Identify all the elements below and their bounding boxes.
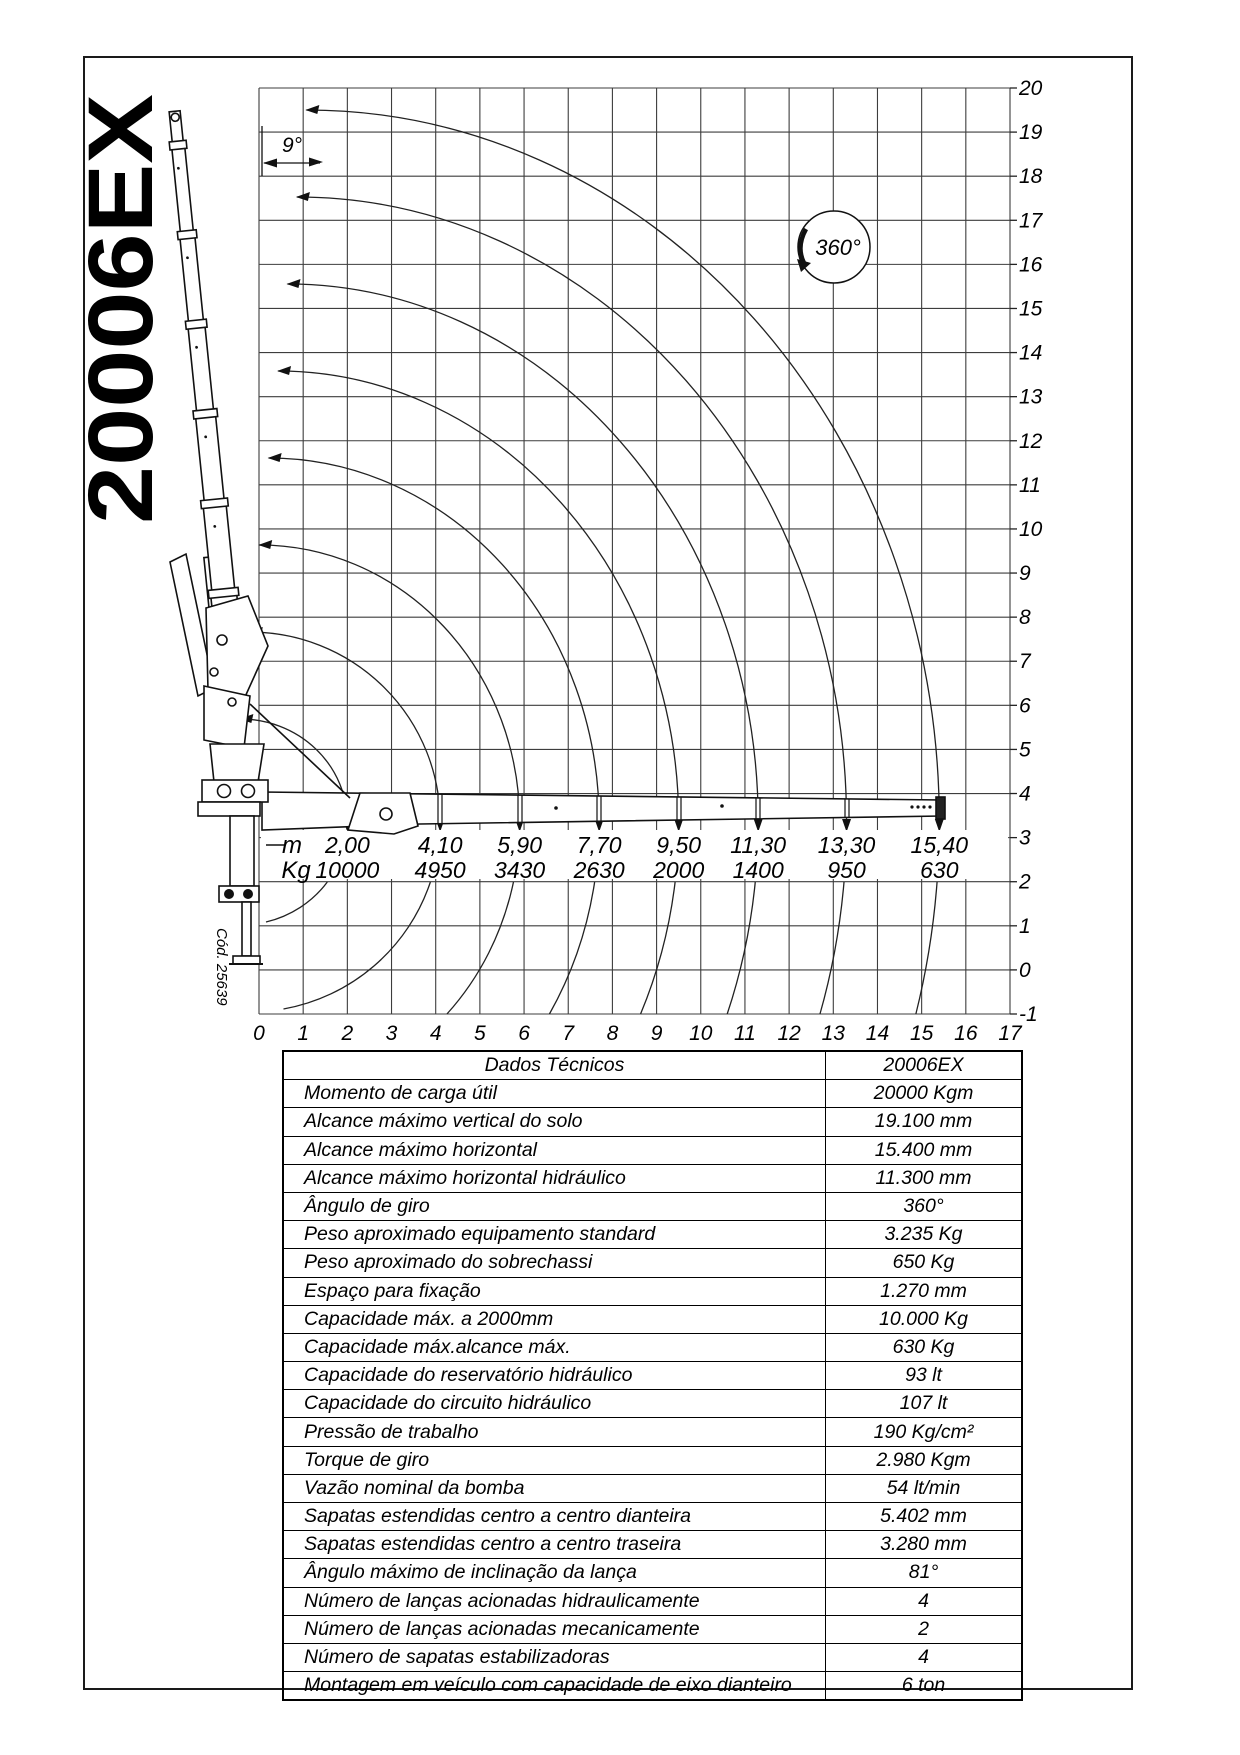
y-axis-tick-label: 14 xyxy=(1019,341,1043,365)
x-axis-tick-label: 9 xyxy=(650,1022,663,1045)
spec-row xyxy=(283,1108,1022,1136)
model-title-vertical: 20006EX xyxy=(70,145,172,524)
spec-value: 630 Kg xyxy=(826,1333,1023,1361)
bracket-hole xyxy=(380,808,392,820)
spec-value: 19.100 mm xyxy=(826,1108,1023,1136)
y-axis-tick-label: 11 xyxy=(1019,473,1041,497)
spec-label: Alcance máximo horizontal hidráulico xyxy=(283,1164,826,1192)
spec-label: Sapatas estendidas centro a centro dianteira xyxy=(283,1503,826,1531)
spec-value: 360° xyxy=(826,1192,1023,1220)
load-arc xyxy=(287,284,758,822)
capacity-value: 2000 xyxy=(653,857,705,883)
y-axis-tick-label: 5 xyxy=(1019,738,1031,762)
spec-row xyxy=(283,1672,1022,1701)
capacity-value: 4950 xyxy=(414,857,466,883)
spec-value: 1.270 mm xyxy=(826,1277,1023,1305)
stabilizer-leg xyxy=(242,902,251,956)
y-axis-tick-label: 16 xyxy=(1019,253,1043,277)
load-arc xyxy=(259,545,519,822)
load-arc-lower xyxy=(266,882,327,922)
spec-row xyxy=(283,1305,1022,1333)
capacity-row-header: Kg xyxy=(281,857,311,884)
y-axis-tick-label: 2 xyxy=(1019,870,1031,894)
spec-row xyxy=(283,1474,1022,1502)
x-axis-tick-label: 14 xyxy=(865,1022,890,1045)
y-axis-tick-label: 19 xyxy=(1019,121,1043,145)
y-axis-tick-label: 13 xyxy=(1019,385,1043,409)
x-axis-tick-label: 16 xyxy=(954,1022,978,1045)
x-axis-tick-label: 8 xyxy=(606,1022,619,1045)
y-axis-tick-label: -1 xyxy=(1019,1003,1038,1026)
spec-value: 54 lt/min xyxy=(826,1474,1023,1502)
spec-label: Ângulo máximo de inclinação da lança xyxy=(283,1559,826,1587)
load-arc-lower xyxy=(727,882,755,1014)
arc-start-arrow-icon xyxy=(305,105,319,114)
spec-row xyxy=(283,1615,1022,1643)
code-label: Cód. 25639 xyxy=(213,928,230,1006)
x-axis-tick-label: 10 xyxy=(689,1022,713,1045)
x-axis-tick-label: 13 xyxy=(821,1022,845,1045)
spec-row xyxy=(283,1362,1022,1390)
spec-label: Alcance máximo horizontal xyxy=(283,1136,826,1164)
y-axis-tick-label: 7 xyxy=(1019,650,1031,674)
spec-label: Número de lanças acionadas mecanicamente xyxy=(283,1615,826,1643)
crane-horizontal-boom xyxy=(250,704,945,834)
boom-angle-annotation xyxy=(262,126,323,176)
capacity-value: 1400 xyxy=(732,857,784,883)
capacity-value: 630 xyxy=(920,857,959,883)
spec-value: 15.400 mm xyxy=(826,1136,1023,1164)
spec-label: Momento de carga útil xyxy=(283,1080,826,1108)
spec-label: Capacidade do circuito hidráulico xyxy=(283,1390,826,1418)
reach-value: 9,50 xyxy=(656,832,702,858)
table-header-row xyxy=(283,1051,1022,1080)
knuckle-lower-arm xyxy=(204,686,250,748)
arrow-left-icon xyxy=(263,159,277,168)
spec-label: Pressão de trabalho xyxy=(283,1418,826,1446)
y-axis-tick-label: 8 xyxy=(1019,606,1031,630)
y-axis-tick-label: 3 xyxy=(1019,826,1031,850)
spec-label: Sapatas estendidas centro a centro traseira xyxy=(283,1531,826,1559)
crane-raised-boom xyxy=(159,110,248,684)
reach-value: 7,70 xyxy=(576,832,622,858)
spec-label: Montagem em veículo com capacidade de eixo dianteiro xyxy=(283,1672,826,1701)
spec-value: 20000 Kgm xyxy=(826,1080,1023,1108)
load-arc xyxy=(297,197,847,822)
spec-value: 3.235 Kg xyxy=(826,1221,1023,1249)
spec-value: 107 lt xyxy=(826,1390,1023,1418)
boom-tip-block xyxy=(936,797,945,819)
x-axis-tick-label: 1 xyxy=(297,1022,310,1045)
y-axis-tick-label: 4 xyxy=(1019,782,1031,806)
x-axis-tick-label: 3 xyxy=(385,1022,398,1045)
spec-label: Peso aproximado equipamento standard xyxy=(283,1221,826,1249)
x-axis-tick-label: 6 xyxy=(518,1022,530,1045)
spec-label: Alcance máximo vertical do solo xyxy=(283,1108,826,1136)
spec-value: 4 xyxy=(826,1643,1023,1671)
subframe xyxy=(198,802,260,816)
spec-label: Capacidade máx. a 2000mm xyxy=(283,1305,826,1333)
spec-row xyxy=(283,1080,1022,1108)
spec-value: 81° xyxy=(826,1559,1023,1587)
y-axis-tick-label: 18 xyxy=(1019,165,1043,189)
y-axis-tick-label: 10 xyxy=(1019,517,1043,541)
reach-value: 5,90 xyxy=(497,832,543,858)
x-axis-tick-label: 15 xyxy=(909,1022,934,1045)
spec-row xyxy=(283,1192,1022,1220)
spec-label: Número de lanças acionadas hidraulicamente xyxy=(283,1587,826,1615)
spec-row xyxy=(283,1418,1022,1446)
reach-value: 15,40 xyxy=(910,832,969,858)
x-axis-tick-label: 17 xyxy=(998,1022,1022,1045)
spec-label: Capacidade do reservatório hidráulico xyxy=(283,1362,826,1390)
spec-value: 2 xyxy=(826,1615,1023,1643)
reach-value: 4,10 xyxy=(417,832,463,858)
x-axis-tick-label: 7 xyxy=(562,1022,575,1045)
capacity-value: 950 xyxy=(827,857,866,883)
y-axis-tick-label: 20 xyxy=(1019,77,1043,100)
spec-label: Vazão nominal da bomba xyxy=(283,1474,826,1502)
reach-value: 11,30 xyxy=(730,832,787,858)
spec-row xyxy=(283,1249,1022,1277)
reach-value: 2,00 xyxy=(324,832,370,858)
x-axis-tick-label: 5 xyxy=(474,1022,486,1045)
spec-value: 5.402 mm xyxy=(826,1503,1023,1531)
boom-angle-label: 9° xyxy=(281,134,303,157)
y-axis-tick-label: 9 xyxy=(1019,562,1031,586)
capacity-value: 3430 xyxy=(494,857,546,883)
boom-tip-sheave xyxy=(171,113,180,122)
spec-value: 6 ton xyxy=(826,1672,1023,1701)
spec-value: 10.000 Kg xyxy=(826,1305,1023,1333)
load-arc-lower xyxy=(820,882,844,1014)
load-arc-lower xyxy=(641,882,676,1014)
arc-start-arrow-icon xyxy=(268,453,282,462)
capacity-value: 2630 xyxy=(573,857,625,883)
slewing-base xyxy=(202,780,268,802)
y-axis-tick-label: 17 xyxy=(1019,209,1043,233)
y-axis-tick-label: 12 xyxy=(1019,429,1043,453)
reach-row-header: m xyxy=(282,832,302,859)
crane-column xyxy=(210,744,264,782)
spec-row xyxy=(283,1390,1022,1418)
spec-label: Torque de giro xyxy=(283,1446,826,1474)
spec-value: 2.980 Kgm xyxy=(826,1446,1023,1474)
spec-row xyxy=(283,1587,1022,1615)
x-axis-tick-label: 4 xyxy=(429,1022,442,1045)
technical-data-table xyxy=(282,1050,1023,1701)
x-axis-tick-label: 11 xyxy=(734,1022,756,1045)
spec-value: 190 Kg/cm² xyxy=(826,1418,1023,1446)
spec-label: Espaço para fixação xyxy=(283,1277,826,1305)
spec-row xyxy=(283,1446,1022,1474)
load-arc-lower xyxy=(916,882,937,1014)
table-header-label: Dados Técnicos xyxy=(283,1051,826,1080)
spec-row xyxy=(283,1531,1022,1559)
spec-row xyxy=(283,1277,1022,1305)
spec-value: 3.280 mm xyxy=(826,1531,1023,1559)
crane-body xyxy=(159,110,268,964)
x-axis-tick-label: 0 xyxy=(253,1022,265,1045)
arc-start-arrow-icon xyxy=(277,366,291,375)
stabilizer-foot xyxy=(233,956,260,964)
slew-range-label: 360° xyxy=(815,235,861,260)
spec-row xyxy=(283,1164,1022,1192)
x-axis-tick-label: 12 xyxy=(777,1022,801,1045)
y-axis-tick-label: 1 xyxy=(1019,914,1031,938)
spec-value: 650 Kg xyxy=(826,1249,1023,1277)
spec-row xyxy=(283,1643,1022,1671)
spec-label: Ângulo de giro xyxy=(283,1192,826,1220)
reach-value: 13,30 xyxy=(817,832,876,858)
y-axis-tick-label: 6 xyxy=(1019,694,1031,718)
spec-label: Peso aproximado do sobrechassi xyxy=(283,1249,826,1277)
spec-row xyxy=(283,1221,1022,1249)
spec-value: 4 xyxy=(826,1587,1023,1615)
load-arc-lower xyxy=(283,882,430,1009)
spec-label: Número de sapatas estabilizadoras xyxy=(283,1643,826,1671)
arc-start-arrow-icon xyxy=(258,540,272,549)
spec-label: Capacidade máx.alcance máx. xyxy=(283,1333,826,1361)
spec-value: 93 lt xyxy=(826,1362,1023,1390)
spec-row xyxy=(283,1333,1022,1361)
spec-value: 11.300 mm xyxy=(826,1164,1023,1192)
slew-annotation xyxy=(797,211,870,283)
x-axis-tick-label: 2 xyxy=(341,1022,354,1045)
spec-row xyxy=(283,1559,1022,1587)
table-header-value: 20006EX xyxy=(826,1051,1023,1080)
load-arc-lower xyxy=(549,882,594,1014)
arc-start-arrow-icon xyxy=(286,279,300,288)
capacity-value: 10000 xyxy=(315,857,380,883)
y-axis-tick-label: 0 xyxy=(1019,958,1031,982)
stabilizer-cylinder xyxy=(230,816,254,886)
y-axis-tick-label: 15 xyxy=(1019,297,1043,321)
spec-row xyxy=(283,1503,1022,1531)
arrow-right-icon xyxy=(309,158,323,167)
spec-row xyxy=(283,1136,1022,1164)
